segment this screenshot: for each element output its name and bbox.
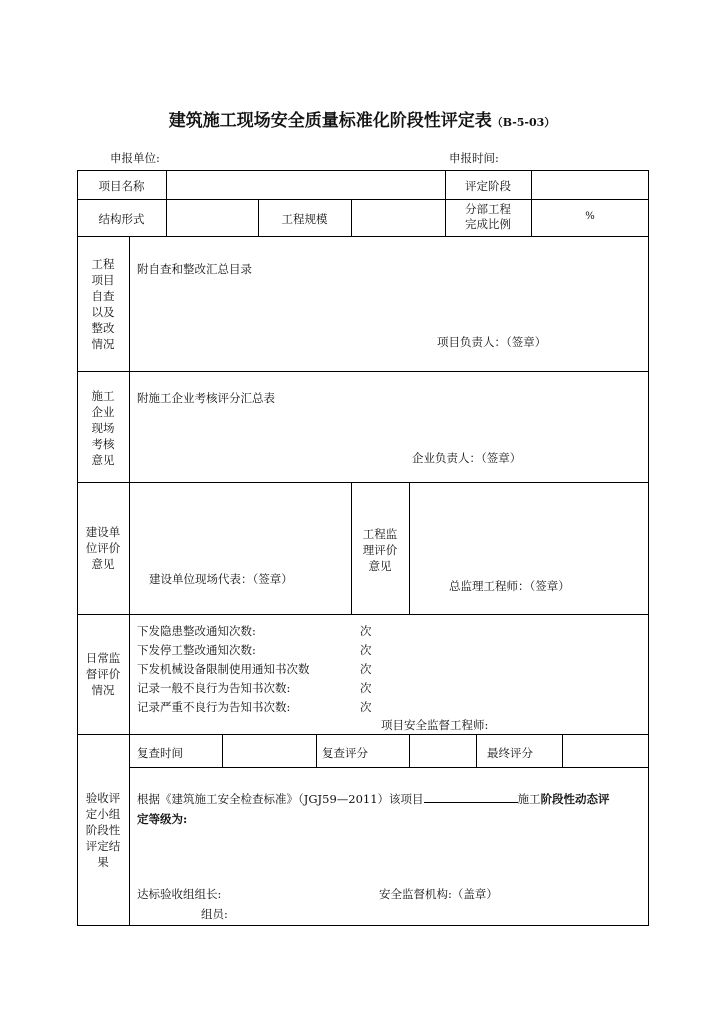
- supervisor-signer: 总监理工程师：（签章）: [449, 579, 570, 593]
- row-divider: [77, 236, 649, 237]
- col-divider: [531, 170, 532, 236]
- title-text: 建筑施工现场安全质量标准化阶段性评定表: [168, 111, 492, 131]
- structure-type-label: 结构形式: [98, 212, 145, 226]
- acceptance-text-bold-2: 定等级为:: [137, 812, 188, 826]
- daily-items: [137, 622, 310, 717]
- eval-stage-field[interactable]: [534, 173, 646, 196]
- daily-unit: 次: [360, 681, 372, 695]
- final-score-field[interactable]: [565, 737, 646, 764]
- daily-item: 下发机械设备限制使用通知书次数: [137, 662, 310, 676]
- project-name-label: 项目名称: [98, 179, 145, 193]
- daily-item: 下发停工整改通知次数:: [137, 643, 256, 657]
- acceptance-text-mid: 施工: [517, 792, 541, 806]
- form-code: （B-5-03）: [491, 116, 556, 129]
- enterprise-content: 附施工企业考核评分汇总表: [137, 391, 275, 405]
- daily-item: 下发隐患整改通知次数:: [137, 624, 256, 638]
- unit-label: 申报单位:: [110, 151, 160, 165]
- col-divider: [166, 170, 167, 236]
- leader-label: 达标验收组组长:: [137, 887, 222, 901]
- self-check-signer: 项目负责人：（签章）: [437, 335, 547, 349]
- final-score-label: 最终评分: [487, 746, 533, 760]
- col-divider: [351, 199, 352, 236]
- stage-blank-field[interactable]: [424, 792, 518, 803]
- time-label: 申报时间:: [449, 151, 499, 165]
- acceptance-text-bold-1: 阶段性动态评: [540, 792, 610, 806]
- recheck-time-field[interactable]: [225, 737, 313, 764]
- project-scale-label: 工程规模: [281, 212, 328, 226]
- eval-stage-label: 评定阶段: [465, 179, 511, 193]
- completion-percent[interactable]: %: [585, 211, 595, 222]
- daily-label: 日常监 督评价 情况: [85, 651, 121, 697]
- col-divider: [562, 734, 563, 767]
- daily-units: [360, 622, 372, 717]
- col-divider: [316, 734, 317, 767]
- row-divider: [77, 199, 649, 200]
- daily-item: 记录一般不良行为告知书次数:: [137, 681, 291, 695]
- acceptance-text-prefix: 根据《建筑施工安全检查标准》（JGJ59—2011）该项目: [137, 792, 424, 806]
- daily-unit: 次: [360, 643, 372, 657]
- recheck-score-label: 复查评分: [322, 746, 368, 760]
- col-divider: [129, 236, 130, 926]
- acceptance-label: 验收评 定小组 阶段性 评定结 果: [85, 791, 121, 869]
- owner-label: 建设单 位评价 意见: [85, 525, 121, 571]
- completion-ratio-label: 分部工程 完成比例: [465, 202, 511, 231]
- project-scale-field[interactable]: [354, 202, 442, 233]
- enterprise-signer: 企业负责人：（签章）: [412, 451, 522, 465]
- member-label: 组员:: [201, 907, 228, 921]
- daily-signer: 项目安全监督工程师:: [381, 718, 489, 732]
- row-divider: [77, 734, 649, 735]
- recheck-score-field[interactable]: [412, 737, 473, 764]
- row-divider: [77, 371, 649, 372]
- page-title: [0, 106, 724, 131]
- structure-type-field[interactable]: [169, 202, 255, 233]
- col-divider: [409, 734, 410, 767]
- project-name-field[interactable]: [170, 173, 442, 196]
- row-divider: [77, 482, 649, 483]
- self-check-label: 工程 项目 自查 以及 整改 情况: [91, 257, 115, 351]
- daily-unit: 次: [360, 700, 372, 714]
- daily-unit: 次: [360, 624, 372, 638]
- enterprise-label: 施工 企业 现场 考核 意见: [91, 389, 115, 467]
- self-check-content: 附自查和整改汇总目录: [137, 262, 252, 276]
- acceptance-text: [137, 791, 610, 807]
- col-divider: [476, 734, 477, 767]
- daily-item: 记录严重不良行为告知书次数:: [137, 700, 291, 714]
- row-divider: [129, 767, 649, 768]
- owner-signer: 建设单位现场代表：（签章）: [149, 572, 293, 586]
- row-divider: [77, 614, 649, 615]
- supervisor-label: 工程监 理评价 意见: [362, 527, 398, 573]
- col-divider: [222, 734, 223, 767]
- recheck-time-label: 复查时间: [137, 746, 183, 760]
- daily-unit: 次: [360, 662, 372, 676]
- agency-label: 安全监督机构:（盖章）: [379, 887, 498, 901]
- col-divider: [409, 482, 410, 614]
